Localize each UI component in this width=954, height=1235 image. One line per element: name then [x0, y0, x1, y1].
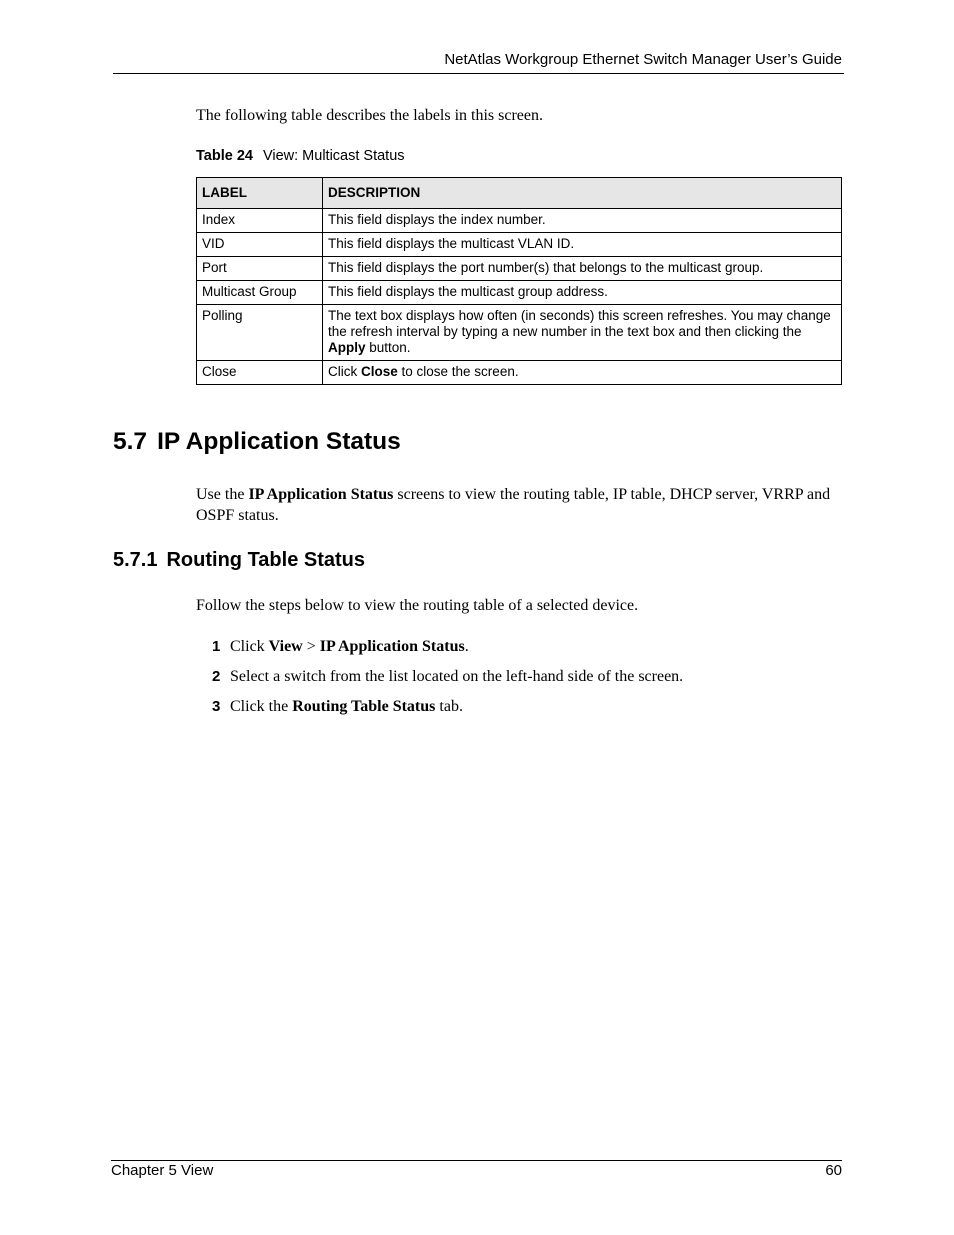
row-label: Close — [197, 361, 323, 385]
row-label: Index — [197, 209, 323, 233]
table-caption-title: View: Multicast Status — [262, 148, 405, 164]
step-number: 3 — [212, 698, 221, 715]
row-description: This field displays the multicast VLAN ID. — [323, 233, 842, 257]
step-bold-term: Routing Table Status — [292, 698, 436, 715]
footer-chapter: Chapter 5 View — [111, 1162, 214, 1179]
step-text: > — [302, 638, 320, 655]
row-label: VID — [197, 233, 323, 257]
section-heading — [113, 428, 401, 456]
apply-term: Apply — [328, 340, 366, 355]
step-bold-term: IP Application Status — [319, 638, 465, 655]
table-caption — [196, 148, 405, 164]
section-number: 5.7 — [113, 428, 148, 455]
desc-text: to close the screen. — [397, 364, 519, 379]
para-bold-term: IP Application Status — [248, 486, 394, 503]
step-text: Click — [230, 638, 269, 655]
subsection-number: 5.7.1 — [113, 549, 158, 571]
row-label: Port — [197, 257, 323, 281]
close-term: Close — [361, 364, 398, 379]
step-list — [212, 638, 683, 728]
list-item — [212, 638, 683, 668]
row-label: Polling — [197, 305, 323, 361]
footer-rule — [111, 1160, 842, 1161]
para-text: Use the — [196, 486, 249, 503]
table-row — [197, 233, 842, 257]
step-text: . — [464, 638, 469, 655]
row-label: Multicast Group — [197, 281, 323, 305]
step-text: tab. — [435, 698, 463, 715]
list-item — [212, 668, 683, 698]
table-row — [197, 305, 842, 361]
desc-text: Click — [328, 364, 361, 379]
table-row — [197, 281, 842, 305]
column-header-description: DESCRIPTION — [323, 178, 842, 209]
table-row — [197, 257, 842, 281]
subsection-heading — [113, 549, 365, 572]
section-paragraph — [196, 484, 836, 526]
row-description: This field displays the port number(s) that belongs to the multicast group. — [323, 257, 842, 281]
row-description — [323, 361, 842, 385]
table-header-row — [197, 178, 842, 209]
page-number: 60 — [825, 1162, 842, 1179]
header-rule — [113, 73, 844, 74]
list-item — [212, 698, 683, 728]
subsection-title: Routing Table Status — [166, 549, 365, 571]
step-text: Select a switch from the list located on the left-hand side of the screen. — [230, 668, 684, 685]
column-header-label: LABEL — [197, 178, 323, 209]
table-row — [197, 361, 842, 385]
row-description — [323, 305, 842, 361]
label-description-table — [196, 177, 842, 385]
table-caption-label: Table 24 — [196, 148, 253, 164]
desc-text: The text box displays how often (in seconds) this screen refreshes. You may change the refresh interval by typing a new number in the text box and then clicking the — [328, 308, 831, 339]
section-title: IP Application Status — [157, 428, 401, 455]
running-header: NetAtlas Workgroup Ethernet Switch Manager User’s Guide — [444, 51, 842, 68]
para-text: screens to view the routing table, IP table, DHCP server, VRRP and OSPF status. — [196, 486, 831, 524]
step-text: Click the — [230, 698, 293, 715]
intro-text: The following table describes the labels in this screen. — [196, 107, 544, 124]
subsection-paragraph: Follow the steps below to view the routing table of a selected device. — [196, 597, 639, 614]
row-description: This field displays the multicast group address. — [323, 281, 842, 305]
row-description: This field displays the index number. — [323, 209, 842, 233]
step-bold-term: View — [268, 638, 303, 655]
step-number: 2 — [212, 668, 221, 685]
desc-text: button. — [365, 340, 411, 355]
table-row — [197, 209, 842, 233]
step-number: 1 — [212, 638, 221, 655]
